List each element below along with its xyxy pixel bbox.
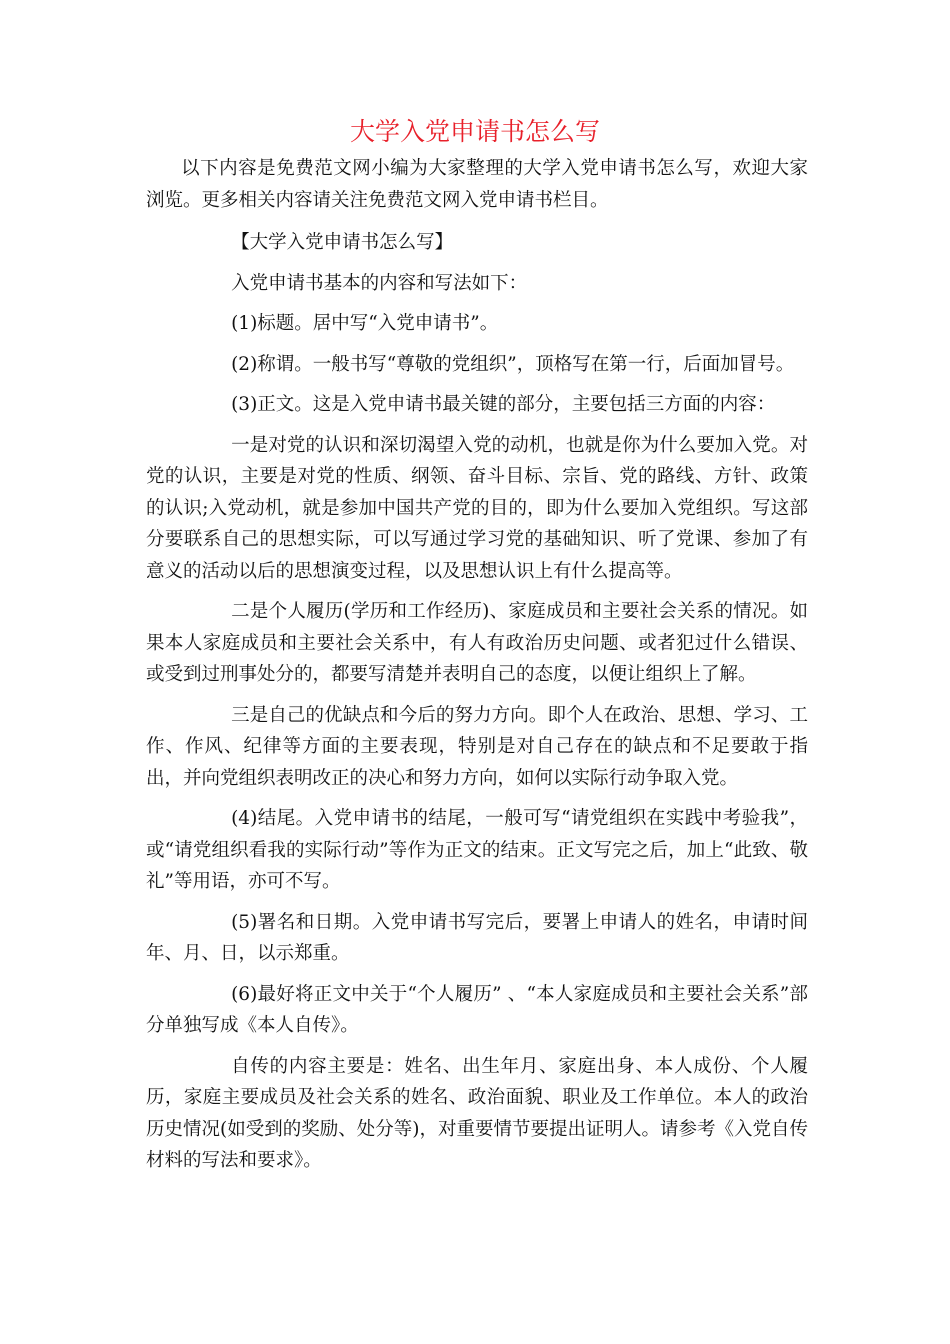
body-paragraph: 三是自己的优缺点和今后的努力方向。即个人在政治、思想、学习、工作、作风、纪律等方面的主要表现，特别是对自己存在的缺点和不足要敢于指出，并向党组织表明改正的决心和努力方向，如何以实际行动争取入党。 xyxy=(146,704,808,789)
body-paragraph: 自传的内容主要是：姓名、出生年月、家庭出身、本人成份、个人履历，家庭主要成员及社会关系的姓名、政治面貌、职业及工作单位。本人的政治历史情况(如受到的奖励、处分等)，对重要情节要提出证明人。请参考《入党自传材料的写法和要求》。 xyxy=(146,1055,808,1171)
document-body xyxy=(146,153,808,1186)
body-paragraph: 入党申请书基本的内容和写法如下： xyxy=(231,272,528,294)
intro-paragraph[interactable]: 以下内容是免费范文网小编为大家整理的大学入党申请书怎么写，欢迎大家浏览。更多相关内容请关注免费范文网入党申请书栏目。 xyxy=(146,158,808,211)
body-paragraph: (6)最好将正文中关于“个人履历” 、“本人家庭成员和主要社会关系”部分单独写成《本人自传》。 xyxy=(146,983,808,1036)
body-paragraph: (2)称谓。一般书写“尊敬的党组织”，顶格写在第一行，后面加冒号。 xyxy=(231,353,795,375)
body-paragraph: (3)正文。这是入党申请书最关键的部分，主要包括三方面的内容： xyxy=(231,394,776,415)
body-paragraph: (4)结尾。入党申请书的结尾，一般可写“请党组织在实践中考验我”，或“请党组织看我的实际行动”等作为正文的结束。正文写完之后，加上“此致、敬礼”等用语，亦可不写。 xyxy=(146,808,808,892)
body-paragraph: (5)署名和日期。入党申请书写完后，要署上申请人的姓名，申请时间年、月、日，以示郑重。 xyxy=(146,911,808,964)
document-title: 大学入党申请书怎么写 xyxy=(349,117,600,146)
section-heading: 【大学入党申请书怎么写】 xyxy=(231,232,454,253)
body-paragraph: 二是个人履历(学历和工作经历)、家庭成员和主要社会关系的情况。如果本人家庭成员和主要社会关系中，有人有政治历史问题、或者犯过什么错误、或受到过刑事处分的，都要写清楚并表明自己的态度，以便让组织上了解。 xyxy=(146,601,808,685)
body-paragraph: (1)标题。居中写“入党申请书”。 xyxy=(231,313,499,334)
body-paragraph: 一是对党的认识和深切渴望入党的动机，也就是你为什么要加入党。对党的认识，主要是对党的性质、纲领、奋斗目标、宗旨、党的路线、方针、政策的认识;入党动机，就是参加中国共产党的目的，即为什么要加入党组织。写这部分要联系自己的思想实际，可以写通过学习党的基础知识、听了党课、参加了有意义的活动以后的思想演变过程，以及思想认识上有什么提高等。 xyxy=(146,434,808,582)
